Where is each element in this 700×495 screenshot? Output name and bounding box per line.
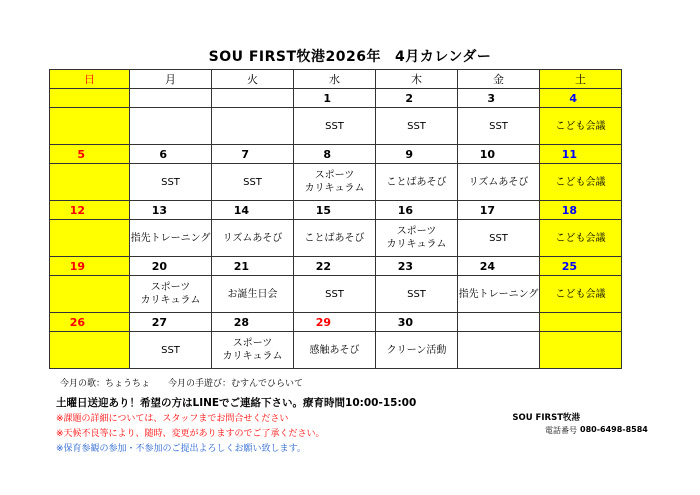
date-cell-sat: 4	[540, 89, 622, 108]
weekday-thu: 木	[376, 70, 458, 89]
activity-cell-sun	[50, 220, 130, 257]
date-cell-mon: 27	[130, 313, 212, 332]
activity-cell-fri: SST	[458, 108, 540, 145]
weekday-header-row	[50, 70, 622, 89]
activity-row	[50, 220, 622, 257]
pickup-notice: 土曜日送迎あり！希望の方はLINEでご連絡下さい。療育時間10:00-15:00	[56, 397, 417, 409]
activity-cell-tue: お誕生日会	[212, 276, 294, 313]
date-cell-mon	[130, 89, 212, 108]
calendar-table	[49, 69, 622, 369]
weekday-wed: 水	[294, 70, 376, 89]
date-cell-tue: 21	[212, 257, 294, 276]
activity-cell-wed: SST	[294, 108, 376, 145]
activity-row	[50, 276, 622, 313]
date-cell-thu: 23	[376, 257, 458, 276]
date-cell-fri: 17	[458, 201, 540, 220]
date-cell-sun: 5	[50, 145, 130, 164]
activity-cell-mon	[130, 108, 212, 145]
activity-cell-sat: こども会議	[540, 164, 622, 201]
date-cell-fri: 3	[458, 89, 540, 108]
weekday-tue: 火	[212, 70, 294, 89]
activity-cell-tue: リズムあそび	[212, 220, 294, 257]
date-cell-sat: 25	[540, 257, 622, 276]
date-row	[50, 89, 622, 108]
activity-cell-wed: スポーツ カリキュラム	[294, 164, 376, 201]
activity-cell-mon: 指先トレーニング	[130, 220, 212, 257]
weekday-mon: 月	[130, 70, 212, 89]
activity-cell-thu: クリーン活動	[376, 332, 458, 369]
activity-cell-thu: SST	[376, 276, 458, 313]
activity-cell-thu: SST	[376, 108, 458, 145]
date-cell-wed: 8	[294, 145, 376, 164]
activity-cell-sun	[50, 164, 130, 201]
activity-row	[50, 332, 622, 369]
activity-row	[50, 164, 622, 201]
activity-cell-mon: SST	[130, 164, 212, 201]
activity-cell-fri	[458, 332, 540, 369]
hand-play-text: 今月の手遊び：むすんでひらいて	[168, 379, 304, 389]
date-cell-mon: 20	[130, 257, 212, 276]
date-cell-wed: 29	[294, 313, 376, 332]
activity-cell-sun	[50, 108, 130, 145]
title-month: 4月カレンダー	[395, 49, 492, 65]
date-cell-thu: 16	[376, 201, 458, 220]
note-blue-1: ※保育参観の参加・不参加のご提出よろしくお願い致します。	[56, 444, 306, 454]
weekday-sun: 日	[50, 70, 130, 89]
date-row	[50, 145, 622, 164]
date-row	[50, 313, 622, 332]
date-row	[50, 257, 622, 276]
activity-cell-fri: リズムあそび	[458, 164, 540, 201]
title-org: SOU FIRST牧港2026年	[208, 49, 382, 65]
activity-cell-mon: SST	[130, 332, 212, 369]
contact-phone-label: 電話番号	[545, 426, 577, 435]
activity-cell-sun	[50, 332, 130, 369]
date-cell-sun	[50, 89, 130, 108]
activity-cell-wed: SST	[294, 276, 376, 313]
activity-cell-sat	[540, 332, 622, 369]
date-cell-tue: 28	[212, 313, 294, 332]
date-cell-wed: 22	[294, 257, 376, 276]
contact-org-name: SOU FIRST牧港	[512, 413, 580, 423]
date-row	[50, 201, 622, 220]
date-cell-tue	[212, 89, 294, 108]
date-cell-sat: 18	[540, 201, 622, 220]
contact-phone-number: 080-6498-8584	[580, 425, 648, 434]
activity-cell-fri: 指先トレーニング	[458, 276, 540, 313]
date-cell-thu: 9	[376, 145, 458, 164]
activity-cell-thu: ことばあそび	[376, 164, 458, 201]
date-cell-sun: 12	[50, 201, 130, 220]
date-cell-tue: 14	[212, 201, 294, 220]
activity-cell-sat: こども会議	[540, 220, 622, 257]
activity-cell-mon: スポーツ カリキュラム	[130, 276, 212, 313]
activity-row	[50, 108, 622, 145]
activity-cell-sat: こども会議	[540, 108, 622, 145]
date-cell-fri: 24	[458, 257, 540, 276]
monthly-song-line	[60, 376, 303, 389]
date-cell-sun: 26	[50, 313, 130, 332]
activity-cell-tue	[212, 108, 294, 145]
date-cell-wed: 1	[294, 89, 376, 108]
song-text: 今月の歌：ちょうちょ	[60, 379, 151, 389]
activity-cell-thu: スポーツ カリキュラム	[376, 220, 458, 257]
date-cell-fri: 10	[458, 145, 540, 164]
activity-cell-sun	[50, 276, 130, 313]
note-red-1: ※課題の詳細については、スタッフまでお問合せください	[56, 414, 289, 424]
activity-cell-tue: スポーツ カリキュラム	[212, 332, 294, 369]
date-cell-mon: 13	[130, 201, 212, 220]
date-cell-fri	[458, 313, 540, 332]
weekday-fri: 金	[458, 70, 540, 89]
activity-cell-wed: ことばあそび	[294, 220, 376, 257]
page-title	[0, 46, 700, 66]
note-red-2: ※天候不良等により、随時、変更がありますのでご了承ください。	[56, 429, 325, 439]
date-cell-wed: 15	[294, 201, 376, 220]
date-cell-sat: 11	[540, 145, 622, 164]
date-cell-sat	[540, 313, 622, 332]
activity-cell-fri: SST	[458, 220, 540, 257]
date-cell-mon: 6	[130, 145, 212, 164]
date-cell-thu: 2	[376, 89, 458, 108]
weekday-sat: 土	[540, 70, 622, 89]
date-cell-tue: 7	[212, 145, 294, 164]
date-cell-thu: 30	[376, 313, 458, 332]
activity-cell-sat: こども会議	[540, 276, 622, 313]
date-cell-sun: 19	[50, 257, 130, 276]
activity-cell-tue: SST	[212, 164, 294, 201]
activity-cell-wed: 感触あそび	[294, 332, 376, 369]
